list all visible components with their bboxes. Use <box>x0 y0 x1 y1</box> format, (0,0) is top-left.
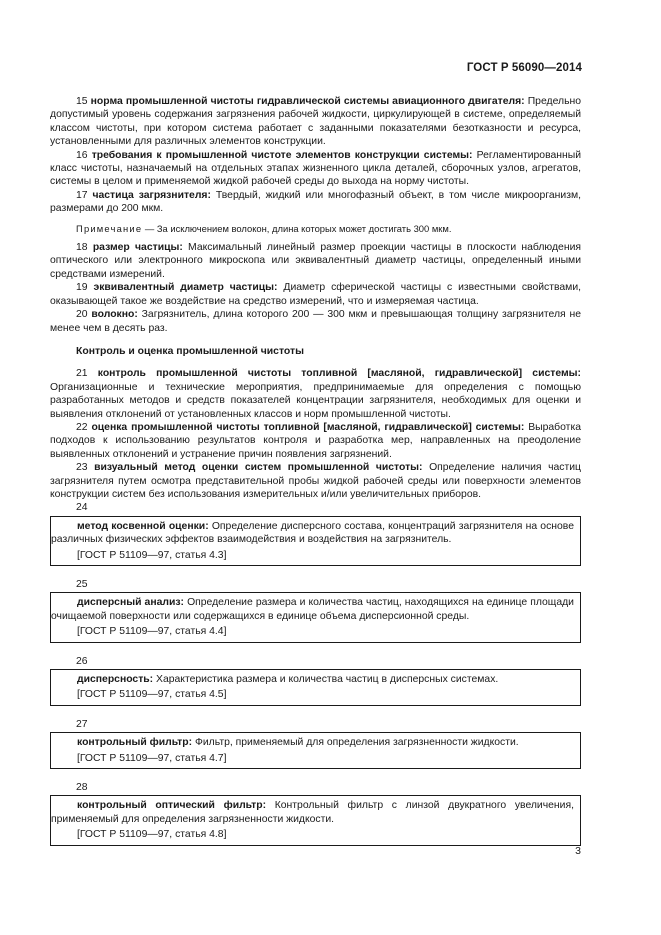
note-text: — За исключением волокон, длина которых может достигать 300 мкм. <box>142 222 452 234</box>
term-entry-25 <box>51 596 574 623</box>
term-entry-19 <box>50 281 581 308</box>
term-name: метод косвенной оценки: <box>77 520 209 532</box>
term-definition: Контрольный фильтр с линзой двукратного увеличения, применяемый для определения загрязненности жидкости. <box>51 800 574 825</box>
term-definition: Выработка подходов к использованию результатов контроля и разработка мер, направленных на преодоление выявленных отклонений и устранение причин появления загрязнений. <box>50 421 581 460</box>
entry-number-25: 25 <box>76 579 88 590</box>
term-name: частица загрязнителя: <box>92 189 211 201</box>
entry-number-24: 24 <box>76 502 88 514</box>
entry-number: 19 <box>76 282 88 294</box>
entry-number: 18 <box>76 242 88 254</box>
boxed-term-24 <box>50 516 581 566</box>
term-entry-28 <box>51 799 574 826</box>
term-definition: Характеристика размера и количества частиц в дисперсных системах. <box>153 674 499 686</box>
source-reference: [ГОСТ Р 51109—97, статья 4.3] <box>77 549 227 561</box>
entry-number: 22 <box>76 421 88 433</box>
source-reference: [ГОСТ Р 51109—97, статья 4.4] <box>77 626 227 638</box>
term-name: контроль промышленной чистоты топливной [масляной, гидравлической] системы: <box>97 368 581 380</box>
entry-number: 23 <box>76 462 88 474</box>
term-entry-16 <box>50 149 581 189</box>
term-entry-21 <box>50 367 581 421</box>
document-body <box>50 95 581 846</box>
entry-number: 16 <box>76 149 88 161</box>
term-entry-24 <box>51 520 574 547</box>
term-definition: Предельно допустимый уровень содержания загрязнения рабочей жидкости, циркулирующей в системе, определяемый классом чистоты, при котором система работает с заданными показателями безотказности и ресурса, установленными для различных элементов конструкции. <box>50 96 581 148</box>
term-definition: Максимальный линейный размер проекции частицы в плоскости наблюдения оптического или электронного микроскопа или эквивалентный диаметр частицы, определенный иными средствами измерений. <box>50 242 581 280</box>
term-definition: Фильтр, применяемый для определения загрязненности жидкости. <box>192 737 519 749</box>
term-definition: Твердый, жидкий или многофазный объект, в том числе микроорганизм, размерами до 200 мкм. <box>50 189 581 215</box>
boxed-term-28 <box>50 795 581 845</box>
term-entry-15 <box>50 95 581 149</box>
term-entry-26 <box>51 673 574 686</box>
term-name: требования к промышленной чистоте элементов конструкции системы: <box>91 149 473 161</box>
document-header: ГОСТ Р 56090—2014 <box>466 62 582 74</box>
term-definition: Определение размера и количества частиц, находящихся на единице площади очищаемой поверхности или содержащихся в единице объема дисперсионной среды. <box>51 597 574 622</box>
entry-number: 20 <box>76 309 88 321</box>
term-name: визуальный метод оценки систем промышленной чистоты: <box>94 462 423 474</box>
note-label: Примечание <box>76 222 143 234</box>
term-name: дисперсный анализ: <box>77 597 184 609</box>
section-heading: Контроль и оценка промышленной чистоты <box>76 345 304 357</box>
term-name: контрольный оптический фильтр: <box>77 800 267 812</box>
entry-number-28: 28 <box>76 782 88 794</box>
page-number: 3 <box>575 845 581 857</box>
term-definition: Организационные и технические мероприятия, предпринимаемые для определения с помощью разработанных методов и средств показателей концентрации загрязнителя, необходимых для оценки и выявления отклонений от установленных классов и норм промышленной чистоты. <box>50 381 581 420</box>
term-name: эквивалентный диаметр частицы: <box>93 282 278 294</box>
term-definition: Регламентированный класс чистоты, назначаемый на отдельных этапах жизненного цикла деталей, сборочных узлов, агрегатов, системы в целом и применяемой жидкой рабочей среды до выхода на норму чистоты. <box>50 149 582 188</box>
boxed-term-27 <box>50 732 581 769</box>
boxed-term-25 <box>50 592 581 642</box>
entry-number-27: 27 <box>76 718 88 730</box>
term-entry-23 <box>50 461 581 501</box>
entry-number: 15 <box>76 96 88 107</box>
term-definition: Определение дисперсного состава, концентраций загрязнителя на основе различных физических эффектов взаимодействия и воздействия на загрязнитель. <box>51 520 574 546</box>
entry-number: 17 <box>76 189 88 201</box>
source-reference: [ГОСТ Р 51109—97, статья 4.8] <box>77 829 227 841</box>
source-reference: [ГОСТ Р 51109—97, статья 4.7] <box>77 752 227 764</box>
term-definition: Диаметр сферической частицы с известными свойствами, оказывающей такое же воздействие на средство измерений, что и измеряемая частица. <box>50 282 582 307</box>
term-entry-18 <box>50 241 581 281</box>
term-name: контрольный фильтр: <box>77 737 193 749</box>
term-name: волокно: <box>91 309 138 321</box>
term-entry-22 <box>50 421 581 461</box>
entry-number: 21 <box>76 368 88 380</box>
term-name: оценка промышленной чистоты топливной [масляной, гидравлической] системы: <box>91 421 525 433</box>
note <box>50 222 581 235</box>
entry-number-26: 26 <box>76 655 88 667</box>
term-entry-27 <box>51 736 574 749</box>
term-definition: Загрязнитель, длина которого 200 — 300 мкм и превышающая толщину загрязнителя не менее чем в десять раз. <box>50 309 581 334</box>
term-entry-20 <box>50 308 581 335</box>
term-entry-17 <box>50 189 581 216</box>
term-name: норма промышленной чистоты гидравлической системы авиационного двигателя: <box>90 96 525 107</box>
boxed-term-26 <box>50 669 581 706</box>
source-reference: [ГОСТ Р 51109—97, статья 4.5] <box>77 689 227 701</box>
term-name: дисперсность: <box>77 674 154 686</box>
term-definition: Определение наличия частиц загрязнителя путем осмотра представительной пробы жидкой рабочей среды или поверхности элементов конструкции систем без использования измерительных и/или увеличительных приборов. <box>50 462 581 500</box>
term-name: размер частицы: <box>92 242 183 254</box>
